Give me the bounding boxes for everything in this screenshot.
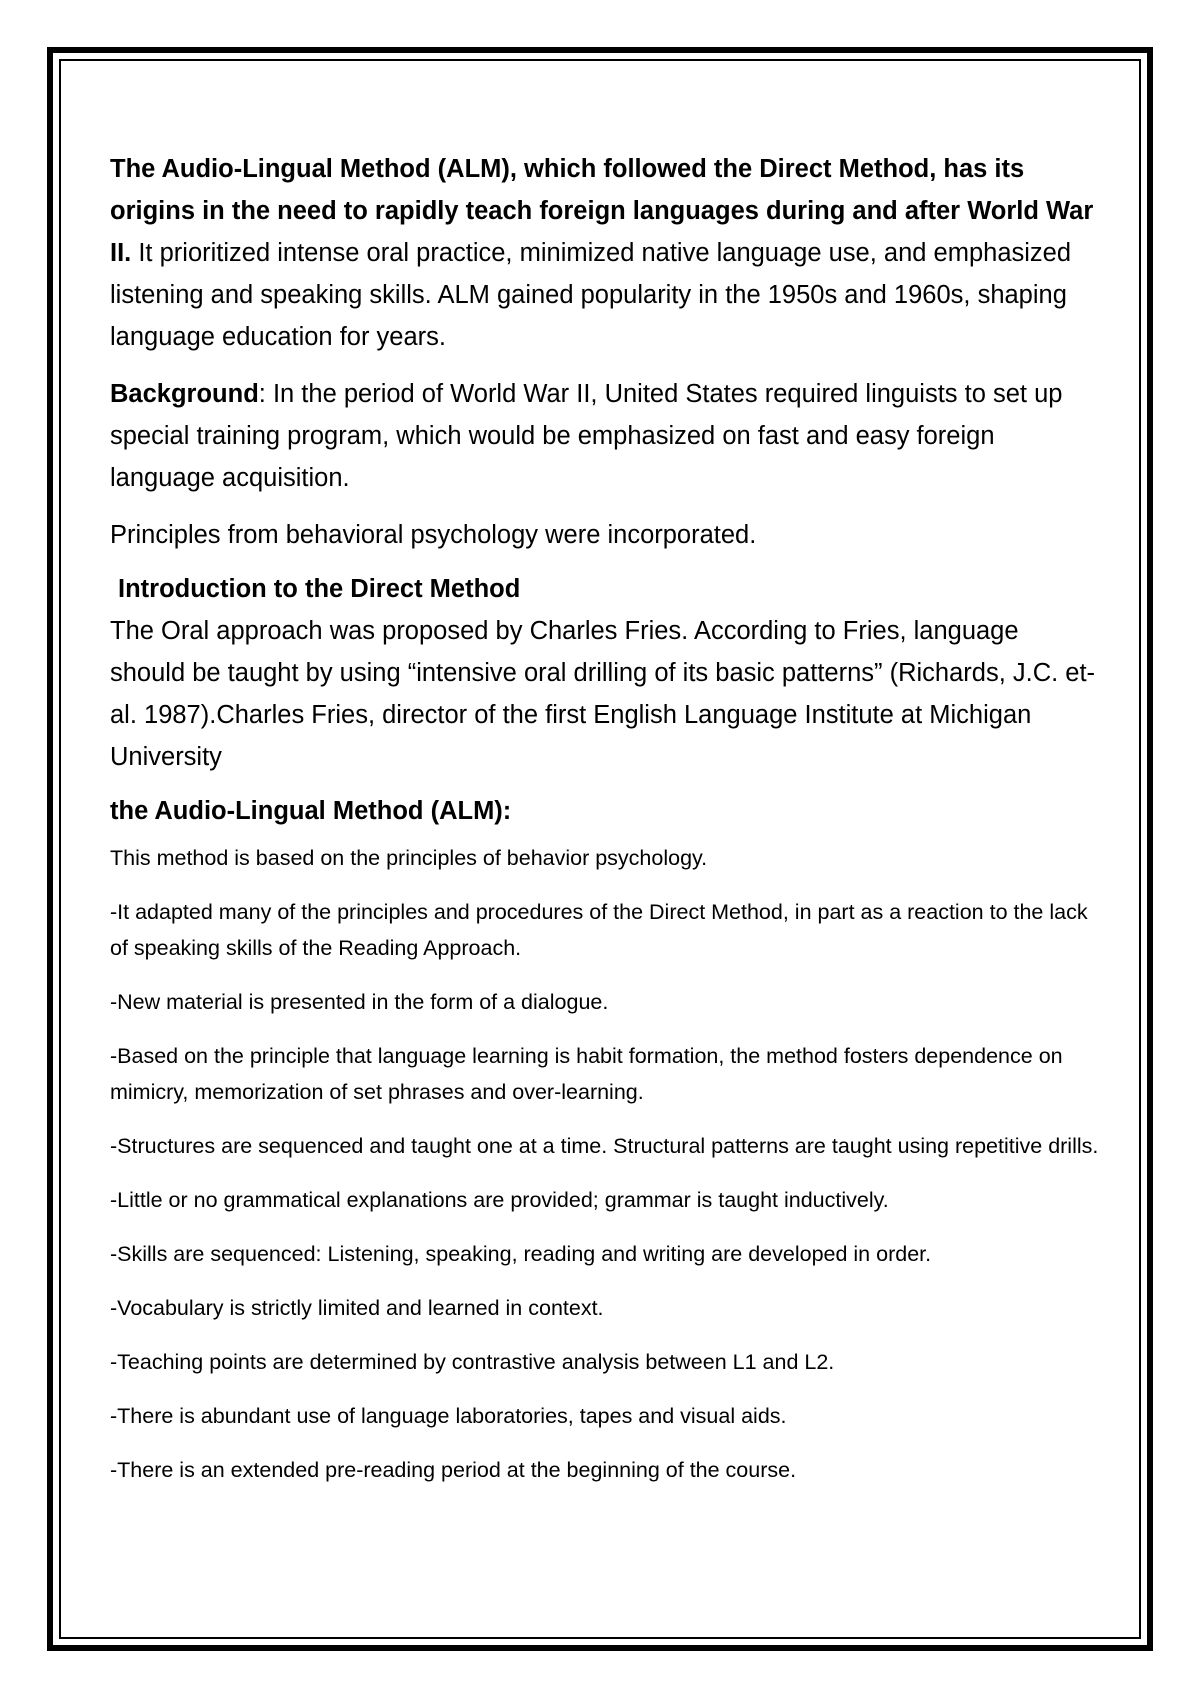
direct-method-paragraph: The Oral approach was proposed by Charles Fries. According to Fries, language should be taught by using “intensive oral drilling of its basic patterns” (Richards, J.C. et-al. 1987).Charles Fries, director of the first English Language Institute at Michigan University (110, 617, 1096, 771)
alm-point: -There is abundant use of language laboratories, tapes and visual aids. (110, 1404, 787, 1428)
alm-point: -It adapted many of the principles and procedures of the Direct Method, in part as a reaction to the lack of speaking skills of the Reading Approach. (110, 900, 1088, 960)
alm-point: -Based on the principle that language learning is habit formation, the method fosters dependence on mimicry, memorization of set phrases and over-learning. (110, 1044, 1063, 1104)
direct-method-heading: Introduction to the Direct Method (118, 575, 521, 603)
alm-point: -Skills are sequenced: Listening, speaking, reading and writing are developed in order. (110, 1242, 932, 1266)
intro-text: It prioritized intense oral practice, minimized native language use, and emphasized listening and speaking skills. ALM gained popularity in the 1950s and 1960s, shaping language education for years. (110, 239, 1072, 351)
alm-point: -There is an extended pre-reading period at the beginning of the course. (110, 1458, 797, 1482)
alm-point: -Teaching points are determined by contrastive analysis between L1 and L2. (110, 1350, 835, 1374)
background-paragraph (110, 373, 1100, 499)
background-label: Background (110, 380, 259, 408)
alm-point: -New material is presented in the form of a dialogue. (110, 990, 609, 1014)
alm-point: -Vocabulary is strictly limited and learned in context. (110, 1296, 604, 1320)
alm-point: -Structures are sequenced and taught one at a time. Structural patterns are taught using repetitive drills. (110, 1134, 1099, 1158)
intro-paragraph (110, 148, 1100, 358)
alm-point: This method is based on the principles of behavior psychology. (110, 846, 708, 870)
intro-bold-text: The Audio-Lingual Method (ALM), which followed the Direct Method, has its origins in the need to rapidly teach foreign languages during and after World War II. (110, 155, 1094, 267)
document-body (110, 148, 1100, 1506)
alm-point: -Little or no grammatical explanations are provided; grammar is taught inductively. (110, 1188, 889, 1212)
alm-heading: the Audio-Lingual Method (ALM): (110, 797, 512, 825)
principles-paragraph: Principles from behavioral psychology were incorporated. (110, 521, 757, 549)
background-text: : In the period of World War II, United States required linguists to set up special training program, which would be emphasized on fast and easy foreign language acquisition. (110, 380, 1063, 492)
